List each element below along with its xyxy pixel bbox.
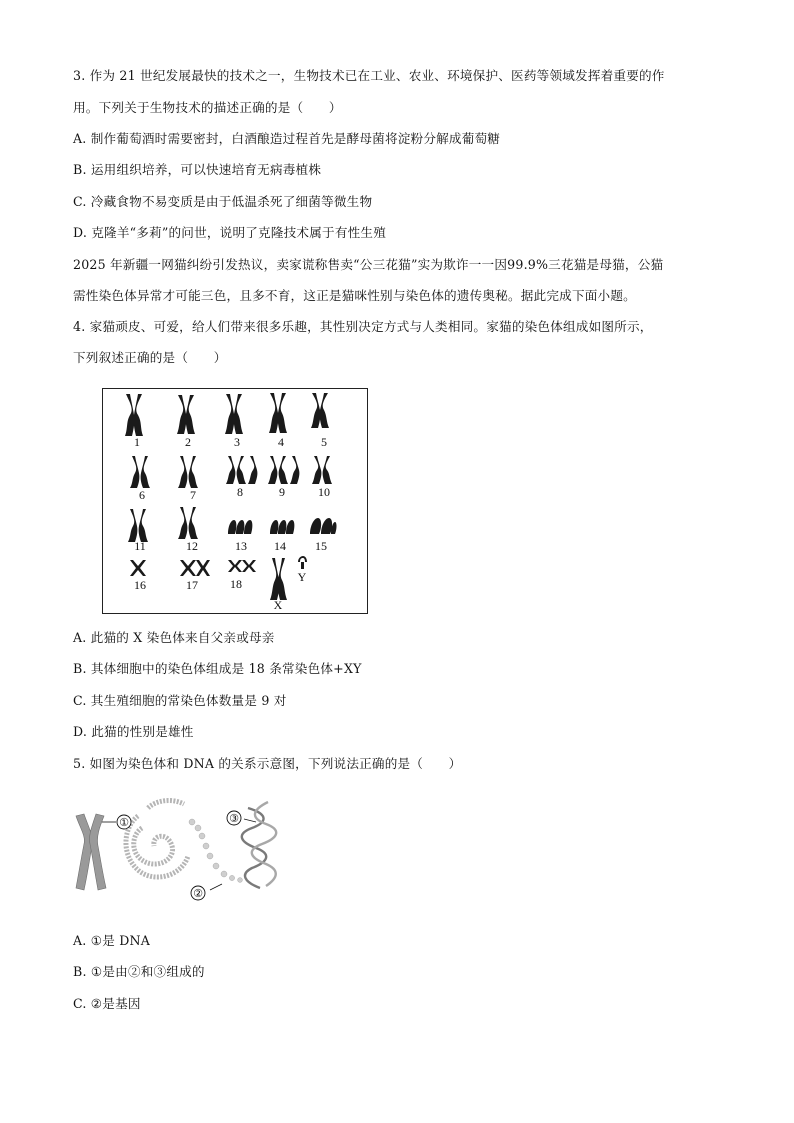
chrom-label-5: 5	[321, 435, 327, 449]
chrom-label-9: 9	[279, 485, 285, 499]
chrom-label-4: 4	[278, 435, 284, 449]
chromosome-dna-svg	[72, 788, 292, 904]
q4-stem-line1: 4. 家猫顽皮、可爱，给人们带来很多乐趣，其性别决定方式与人类相同。家猫的染色体组成如图所示，	[73, 319, 653, 334]
chrom-label-18: 18	[230, 577, 242, 591]
nucleosome-string	[189, 819, 242, 882]
svg-text:③: ③	[229, 812, 239, 825]
chrom-label-3: 3	[234, 435, 240, 449]
chrom-label-17: 17	[186, 578, 198, 592]
chrom-label-6: 6	[139, 488, 145, 502]
dna-double-helix	[242, 802, 276, 888]
chromosome-illustration	[76, 814, 106, 890]
chrom-label-x: X	[273, 598, 283, 612]
passage-line2: 需性染色体异常才可能三色，且多不育，这正是猫咪性别与染色体的遗传奥秘。据此完成下面小题。	[73, 288, 636, 303]
callout-line-2	[210, 884, 222, 890]
chrom-label-7: 7	[190, 488, 196, 502]
chrom-label-1: 1	[134, 435, 140, 449]
chrom-label-8: 8	[237, 485, 243, 499]
q5-stem: 5. 如图为染色体和 DNA 的关系示意图，下列说法正确的是（ ）	[73, 756, 462, 771]
chrom-label-11: 11	[134, 539, 146, 553]
passage-line1: 2025 年新疆一网猫纠纷引发热议，卖家谎称售卖“公三花猫”实为欺诈一一因99.9%三花猫是母猫，公猫	[73, 257, 664, 272]
q5-option-b: B. ①是由②和③组成的	[73, 964, 205, 979]
chrom-label-14: 14	[274, 539, 286, 553]
q4-option-d: D. 此猫的性别是雄性	[73, 724, 194, 739]
q4-stem-line2: 下列叙述正确的是（ ）	[73, 350, 227, 365]
svg-text:②: ②	[193, 887, 203, 900]
callout-line-3	[244, 819, 256, 822]
chrom-label-2: 2	[185, 435, 191, 449]
q4-option-a: A. 此猫的 X 染色体来自父亲或母亲	[73, 630, 275, 645]
callout-3	[227, 811, 241, 825]
q3-stem-line2: 用。下列关于生物技术的描述正确的是（ ）	[73, 100, 342, 115]
svg-text:①: ①	[119, 816, 129, 829]
q3-option-a: A. 制作葡萄酒时需要密封，白酒酿造过程首先是酵母菌将淀粉分解成葡萄糖	[73, 131, 501, 146]
chrom-label-10: 10	[318, 485, 330, 499]
q4-option-c: C. 其生殖细胞的常染色体数量是 9 对	[73, 693, 287, 708]
karyotype-svg	[102, 388, 368, 614]
q5-option-c: C. ②是基因	[73, 996, 141, 1011]
q4-option-b: B. 其体细胞中的染色体组成是 18 条常染色体+XY	[73, 661, 362, 676]
karyotype-figure	[102, 388, 368, 614]
q5-option-a: A. ①是 DNA	[73, 933, 150, 948]
chrom-label-y: Y	[297, 570, 307, 584]
callout-2	[191, 886, 205, 900]
q3-option-b: B. 运用组织培养，可以快速培育无病毒植株	[73, 162, 322, 177]
q3-stem-line1: 3. 作为 21 世纪发展最快的技术之一，生物技术已在工业、农业、环境保护、医药等领域发挥着重要的作	[73, 68, 665, 83]
chrom-label-15: 15	[315, 539, 327, 553]
callout-1	[117, 815, 131, 829]
chromatin-coil	[126, 801, 188, 878]
chrom-label-13: 13	[235, 539, 247, 553]
chromosome-dna-figure	[72, 788, 292, 904]
chrom-label-12: 12	[186, 539, 198, 553]
chrom-label-16: 16	[134, 578, 146, 592]
q3-option-c: C. 冷藏食物不易变质是由于低温杀死了细菌等微生物	[73, 194, 373, 209]
q3-option-d: D. 克隆羊“多莉”的问世，说明了克隆技术属于有性生殖	[73, 225, 386, 240]
